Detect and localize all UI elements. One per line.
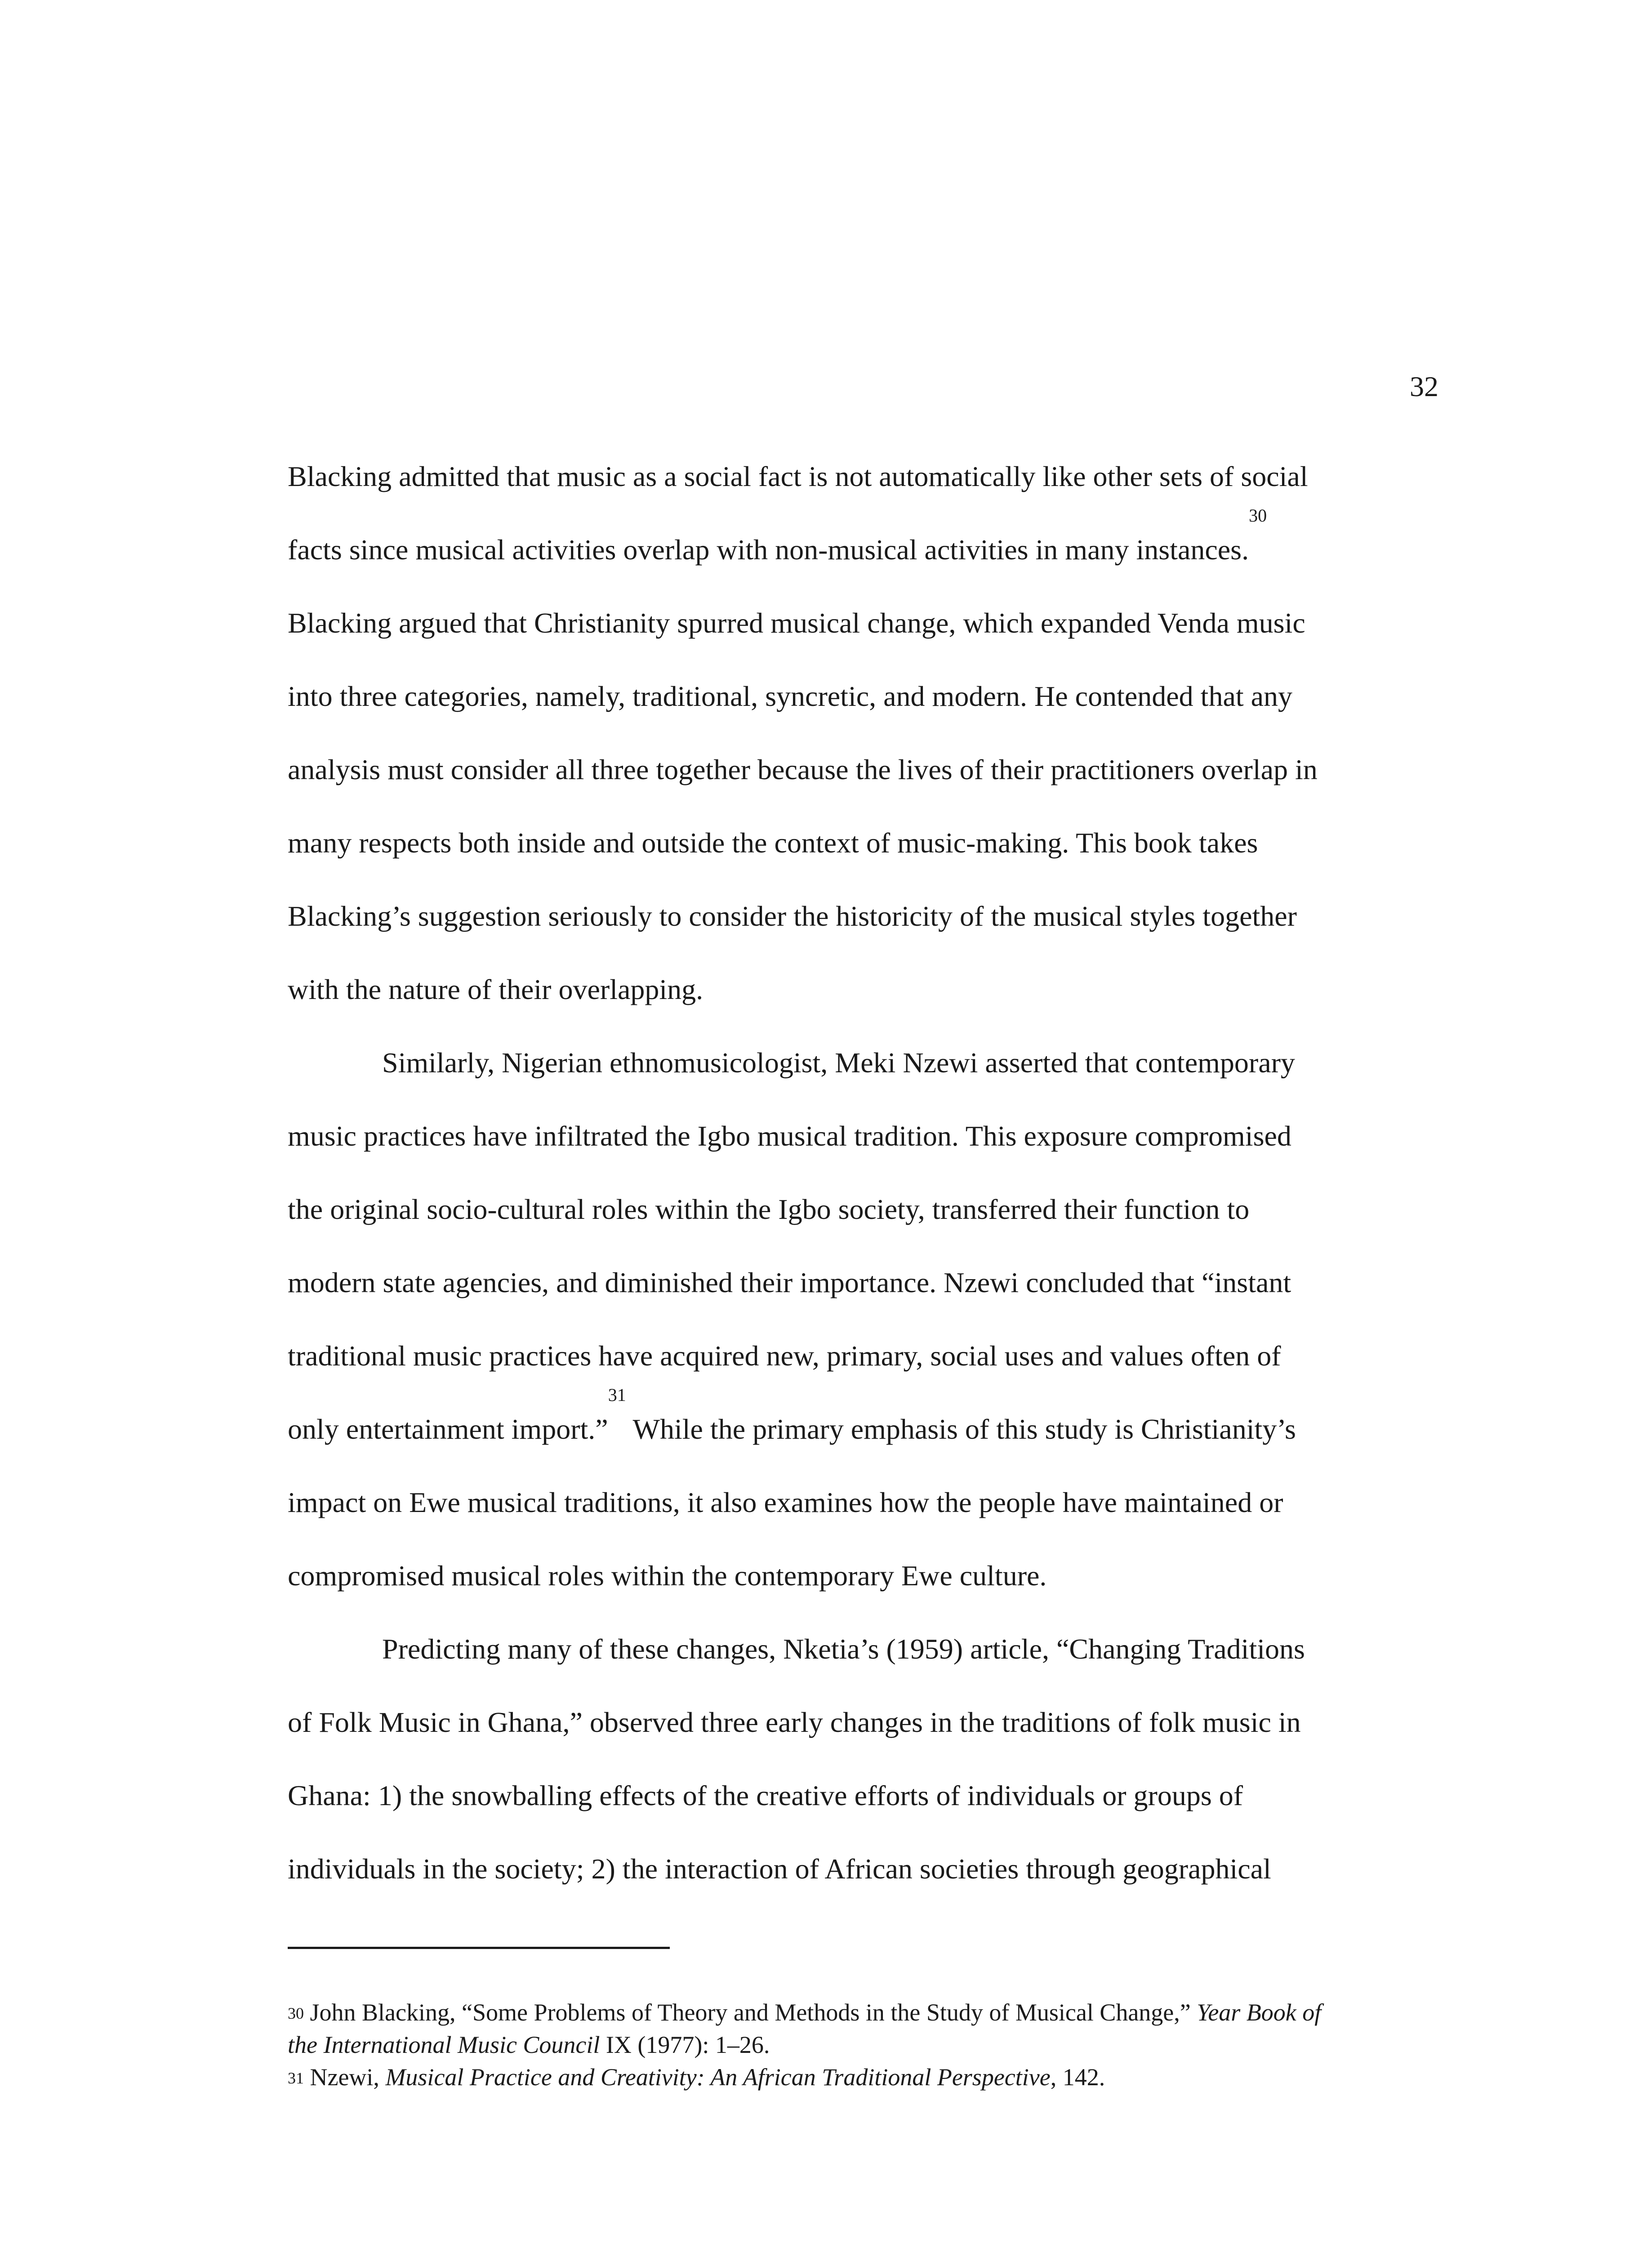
footnote-text: IX (1977): 1–26.	[600, 2031, 770, 2058]
footnote-title: Musical Practice and Creativity: An African Traditional Perspective	[385, 2064, 1051, 2091]
body-line	[288, 1173, 1438, 1246]
body-line	[288, 879, 1438, 953]
body-line-text: modern state agencies, and diminished their importance. Nzewi concluded that “instant	[288, 1267, 1291, 1298]
body-line-text: Blacking argued that Christianity spurred musical change, which expanded Venda music	[288, 607, 1305, 639]
footnote-number: 30	[288, 2004, 304, 2022]
body-line	[288, 660, 1438, 733]
footnote-separator	[288, 1947, 670, 1949]
body-line	[288, 1759, 1438, 1832]
body-line	[288, 440, 1438, 513]
body-line	[288, 1246, 1438, 1319]
body-line	[288, 1319, 1438, 1392]
body-line-text: Similarly, Nigerian ethnomusicologist, Meki Nzewi asserted that contemporary	[382, 1047, 1295, 1079]
body-line-text: While the primary emphasis of this study is Christianity’s	[626, 1413, 1296, 1445]
body-line	[288, 1466, 1438, 1539]
body-line-text: many respects both inside and outside the context of music-making. This book takes	[288, 827, 1258, 859]
footnote-30	[288, 1996, 1438, 2029]
body-line-text: facts since musical activities overlap with non-musical activities in many instances.	[288, 534, 1249, 566]
footnote-30-continued	[288, 2029, 1438, 2061]
body-line	[288, 1385, 1438, 1466]
footnote-ref-30: 30	[1249, 505, 1267, 526]
body-text	[288, 440, 1438, 1905]
body-line	[288, 1539, 1438, 1612]
body-line	[288, 1612, 1438, 1686]
body-line-text: traditional music practices have acquired new, primary, social uses and values often of	[288, 1340, 1281, 1372]
body-line-text: with the nature of their overlapping.	[288, 973, 704, 1005]
body-line	[288, 1686, 1438, 1759]
body-line-text: analysis must consider all three together because the lives of their practitioners overlap in	[288, 754, 1318, 785]
footnote-number: 31	[288, 2069, 304, 2087]
body-line	[288, 1832, 1438, 1905]
body-line	[288, 1099, 1438, 1173]
body-line-text: into three categories, namely, traditional, syncretic, and modern. He contended that any	[288, 680, 1293, 712]
body-line	[288, 505, 1438, 586]
footnote-text: John Blacking, “Some Problems of Theory and Methods in the Study of Musical Change,”	[304, 1999, 1197, 2026]
footnote-31	[288, 2061, 1438, 2093]
body-line-text: of Folk Music in Ghana,” observed three early changes in the traditions of folk music in	[288, 1706, 1301, 1738]
body-line	[288, 806, 1438, 879]
page-number: 32	[1410, 370, 1438, 402]
body-line	[288, 953, 1438, 1026]
body-line-text: compromised musical roles within the contemporary Ewe culture.	[288, 1560, 1047, 1592]
body-line	[288, 586, 1438, 660]
body-line-text: music practices have infiltrated the Igbo musical tradition. This exposure compromised	[288, 1120, 1291, 1152]
body-line	[288, 733, 1438, 806]
body-line-text: Blacking’s suggestion seriously to consider the historicity of the musical styles together	[288, 900, 1297, 932]
footnotes	[288, 1996, 1438, 2093]
body-line	[288, 1026, 1438, 1099]
body-line-text: Predicting many of these changes, Nketia’s (1959) article, “Changing Traditions	[382, 1633, 1305, 1665]
body-line-text: individuals in the society; 2) the interaction of African societies through geographical	[288, 1853, 1271, 1885]
body-line-text: Ghana: 1) the snowballing effects of the creative efforts of individuals or groups of	[288, 1780, 1243, 1811]
body-line-text: the original socio-cultural roles within the Igbo society, transferred their function to	[288, 1193, 1250, 1225]
footnote-title: Year Book of	[1197, 1999, 1322, 2026]
footnote-text: Nzewi,	[304, 2064, 386, 2091]
body-line-text: impact on Ewe musical traditions, it also examines how the people have maintained or	[288, 1486, 1283, 1518]
footnote-ref-31: 31	[608, 1385, 626, 1405]
body-line-text: only entertainment import.”	[288, 1413, 608, 1445]
body-line-text: Blacking admitted that music as a social fact is not automatically like other sets of social	[288, 460, 1308, 492]
footnote-text: , 142.	[1050, 2064, 1105, 2091]
footnote-title: the International Music Council	[288, 2031, 600, 2058]
